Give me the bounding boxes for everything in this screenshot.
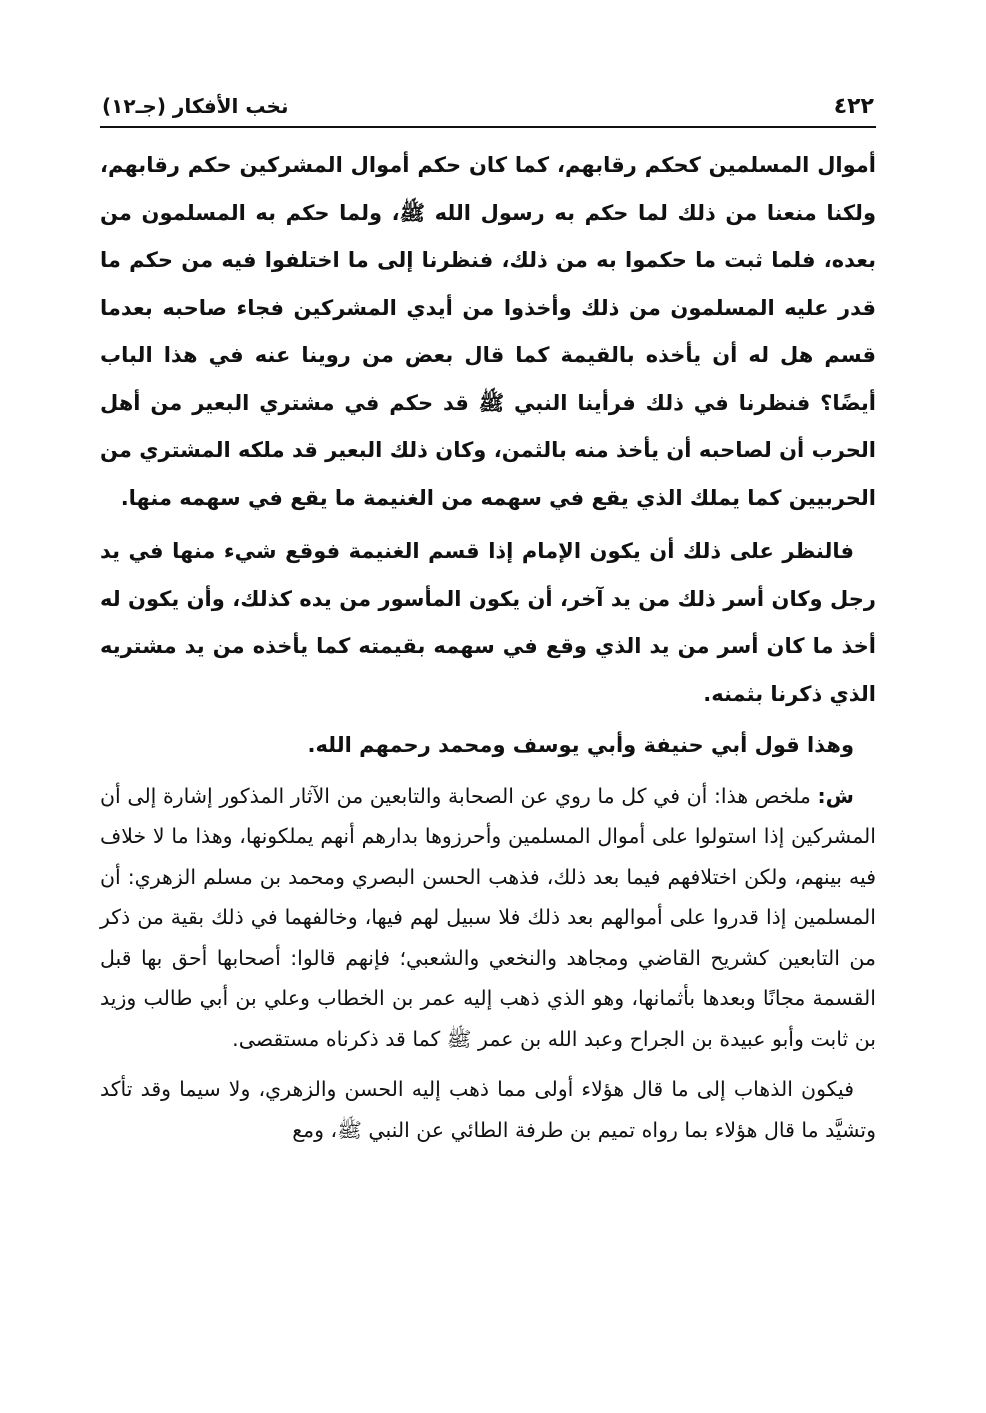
paragraph-3: وهذا قول أبي حنيفة وأبي يوسف ومحمد رحمهم الله. <box>307 733 854 757</box>
paragraph-2: فالنظر على ذلك أن يكون الإمام إذا قسم الغنيمة فوقع شيء منها في يد رجل وكان أسر ذلك من يد آخر، أن يكون المأسور من يده كذلك، وأن يكون له أخذ ما كان أسر من يد الذي وقع في سهمه بقيمته كما يأخذه من يد مشتريه الذي ذكرنا بثمنه. <box>100 539 876 706</box>
commentary-text: ملخص هذا: أن في كل ما روي عن الصحابة والتابعين من الآثار المذكور إشارة إلى أن المشركين إذا استولوا على أموال المسلمين وأحرزوها بدارهم أنهم يملكونها، وهذا ما لا خلاف فيه بينهم، ولكن اختلافهم فيما بعد ذلك، فذهب الحسن البصري ومحمد بن مسلم الزهري: أن المسلمين إذا قدروا على أموالهم بعد ذلك فلا سبيل لهم فيها، وخالفهما في ذلك بقية من ذكر من التابعين كشريح القاضي ومجاهد والنخعي والشعبي؛ فإنهم قالوا: أصحابها أحق بها قبل القسمة مجانًا وبعدها بأثمانها، وهو الذي ذهب إليه عمر بن الخطاب وعلي بن أبي طالب وزيد بن ثابت وأبو عبيدة بن الجراح وعبد الله بن عمر ﷺ كما قد ذكرناه مستقصى. <box>100 783 876 1051</box>
book-title: نخب الأفكار (جـ١٢) <box>102 94 289 118</box>
commentary-paragraph <box>100 776 876 1060</box>
book-page <box>100 86 876 1386</box>
paragraph-5: فيكون الذهاب إلى ما قال هؤلاء أولى مما ذهب إليه الحسن والزهري، ولا سيما وقد تأكد وتشيَّد ما قال هؤلاء بما رواه تميم بن طرفة الطائي عن النبي ﷺ، ومع <box>100 1077 876 1142</box>
page-number: ٤٢٢ <box>833 94 874 119</box>
page-header <box>100 86 876 128</box>
page-body <box>100 142 876 1150</box>
commentary-marker: ش: <box>817 783 854 808</box>
paragraph-1: أموال المسلمين كحكم رقابهم، كما كان حكم أموال المشركين حكم رقابهم، ولكنا منعنا من ذلك لما حكم به رسول الله ﷺ، ولما حكم به المسلمون من بعده، فلما ثبت ما حكموا به من ذلك، فنظرنا إلى ما اختلفوا فيه من حكم ما قدر عليه المسلمون من ذلك وأخذوا من أيدي المشركين فجاء صاحبه بعدما قسم هل له أن يأخذه بالقيمة كما قال بعض من روينا عنه في هذا الباب أيضًا؟ فنظرنا في ذلك فرأينا النبي ﷺ قد حكم في مشتري البعير من أهل الحرب أن لصاحبه أن يأخذ منه بالثمن، وكان ذلك البعير قد ملكه المشتري من الحربيين كما يملك الذي يقع في سهمه من الغنيمة ما يقع في سهمه منها. <box>100 153 876 510</box>
